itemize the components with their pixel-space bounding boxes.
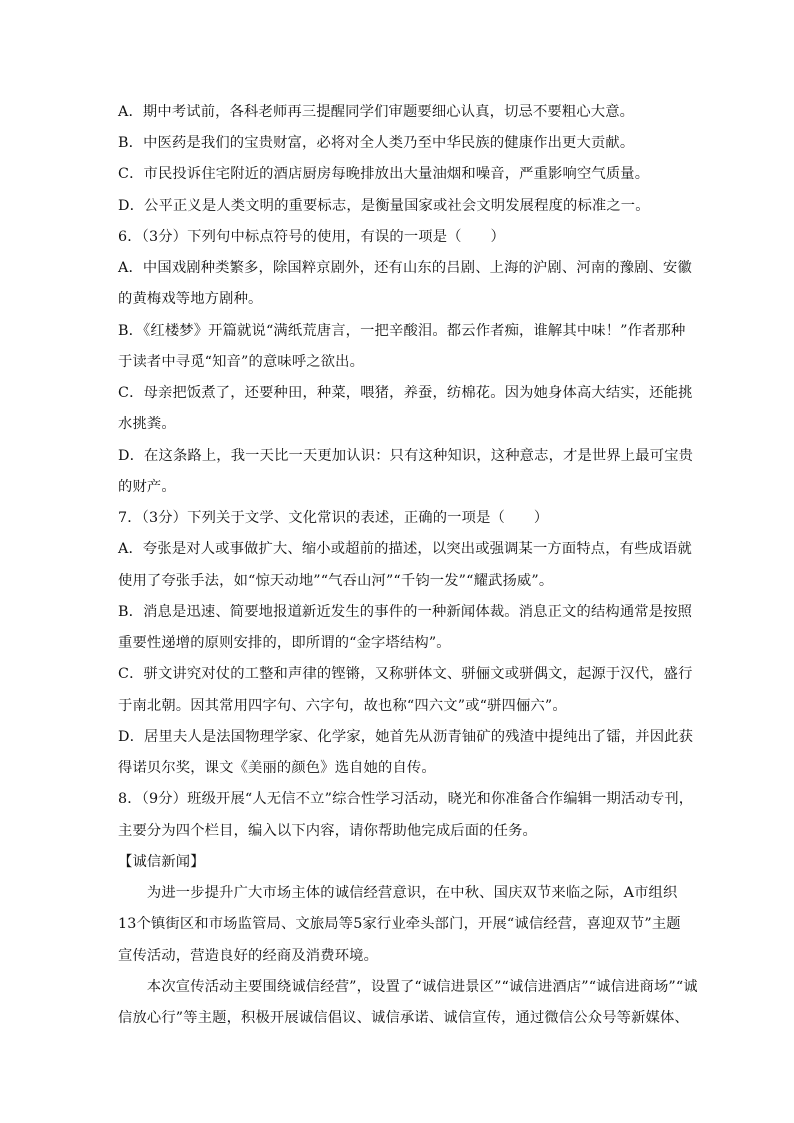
question-6: 6．（3分）下列句中标点符号的使用，有误的一项是（ ） <box>118 229 505 245</box>
option-7b-line1: B．消息是迅速、简要地报道新近发生的事件的一种新闻体裁。消息正文的结构通常是按照 <box>118 604 693 620</box>
question-7: 7．（3分）下列关于文学、文化常识的表述，正确的一项是（ ） <box>118 510 549 526</box>
option-7c-line2: 于南北朝。因其常用四字句、六字句，故也称“四六文”或“骈四俪六”。 <box>118 698 567 714</box>
section-heading-integrity-news: 【诚信新闻】 <box>118 854 205 870</box>
question-8-line1: 8．（9分）班级开展“人无信不立”综合性学习活动，晓光和你准备合作编辑一期活动专刊， <box>118 791 694 807</box>
option-6c-line2: 水挑粪。 <box>118 416 176 432</box>
option-6d-line1: D．在这条路上，我一天比一天更加认识：只有这种知识，这种意志，才是世界上最可宝贵 <box>118 448 694 464</box>
option-5d: D．公平正义是人类文明的重要标志，是衡量国家或社会文明发展程度的标准之一。 <box>118 198 650 214</box>
option-6b-line1: B．《红楼梦》开篇就说“满纸荒唐言，一把辛酸泪。都云作者痴，谁解其中味！”作者那种 <box>118 323 686 339</box>
option-7b-line2: 重要性递增的原则安排的，即所谓的“金字塔结构”。 <box>118 635 451 651</box>
option-5c: C．市民投诉住宅附近的酒店厨房每晚排放出大量油烟和噪音，严重影响空气质量。 <box>118 166 650 182</box>
option-6a-line2: 的黄梅戏等地方剧种。 <box>118 291 263 307</box>
option-6b-line2: 于读者中寻觅“知音”的意味呼之欲出。 <box>118 354 365 370</box>
news-paragraph-2-line1: 本次宣传活动主要围绕诚信经营”，设置了“诚信进景区”“诚信进酒店”“诚信进商场”“诚 <box>118 979 698 995</box>
news-paragraph-1-line2: 13个镇街区和市场监管局、文旅局等5家行业牵头部门，开展“诚信经营，喜迎双节”主题 <box>118 916 681 932</box>
question-8-line2: 主要分为四个栏目，编入以下内容，请你帮助他完成后面的任务。 <box>118 823 537 839</box>
option-7c-line1: C．骈文讲究对仗的工整和声律的铿锵，又称骈体文、骈俪文或骈偶文，起源于汉代，盛行 <box>118 666 693 682</box>
option-6c-line1: C．母亲把饭煮了，还要种田，种菜，喂猪，养蚕，纺棉花。因为她身体高大结实，还能挑 <box>118 385 693 401</box>
option-6d-line2: 的财产。 <box>118 479 176 495</box>
option-7d-line1: D．居里夫人是法国物理学家、化学家，她首先从沥青铀矿的残渣中提纯出了镭，并因此获 <box>118 729 694 745</box>
option-7a-line1: A．夸张是对人或事做扩大、缩小或超前的描述，以突出或强调某一方面特点，有些成语就 <box>118 541 692 557</box>
option-5a: A．期中考试前，各科老师再三提醒同学们审题要细心认真，切忌不要粗心大意。 <box>118 104 635 120</box>
news-paragraph-2-line2: 信放心行”等主题，积极开展诚信倡议、诚信承诺、诚信宣传，通过微信公众号等新媒体、 <box>118 1010 689 1026</box>
news-paragraph-1-line1: 为进一步提升广大市场主体的诚信经营意识，在中秋、国庆双节来临之际，A市组织 <box>118 885 678 901</box>
option-5b: B．中医药是我们的宝贵财富，必将对全人类乃至中华民族的健康作出更大贡献。 <box>118 135 635 151</box>
option-7a-line2: 使用了夸张手法，如“惊天动地”“气吞山河”“千钧一发”“耀武扬威”。 <box>118 573 554 589</box>
option-6a-line1: A．中国戏剧种类繁多，除国粹京剧外，还有山东的吕剧、上海的沪剧、河南的豫剧、安徽 <box>118 260 692 276</box>
news-paragraph-1-line3: 宣传活动，营造良好的经商及消费环境。 <box>118 948 379 964</box>
option-7d-line2: 得诺贝尔奖，课文《美丽的颜色》选自她的自传。 <box>118 760 436 776</box>
